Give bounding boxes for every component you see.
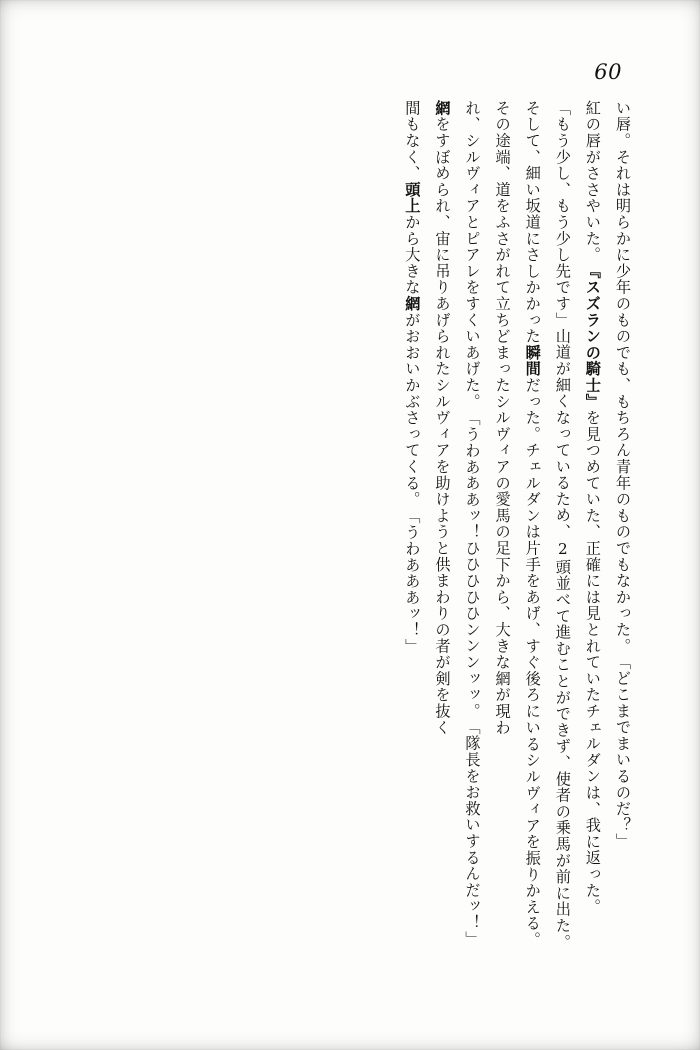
paragraph: 「どこまでまいるのだ？」 (614, 654, 632, 850)
paragraph: その途端、道をふさがれて立ちどまったシルヴィアの愛馬の足下から、大きな網が現わ (493, 100, 512, 736)
paragraph: 網をすぼめられ、宙に吊りあげられたシルヴィアを助けようと供まわりの者が剣を抜く (433, 100, 452, 736)
paragraph: 「うわあああッ！」 (403, 507, 422, 655)
paragraph: 間もなく、頭上から大きな網がおおいかぶさってくる。 (403, 100, 422, 508)
paragraph: れ、シルヴィアとピアレをすくいあげた。 (463, 100, 482, 410)
paragraph: 「もう少し、もう少し先です」 (553, 100, 572, 329)
paragraph: 紅の唇がささやいた。 (583, 100, 602, 263)
paragraph: 山道が細くなっているため、2頭並べて進むことができず、使者の乗馬が前に出た。 (553, 328, 572, 951)
paragraph: ひひひひひンンンッッ。 (463, 540, 482, 720)
body-text-column (60, 100, 638, 1008)
page-number: 60 (594, 60, 622, 84)
paragraph: い唇。それは明らかに少年のものでも、もちろん青年のものでもなかった。 (614, 100, 632, 655)
paragraph: るシルヴィアを振りかえる。 (523, 735, 542, 948)
paragraph: 「隊長をお救いするんだッ！」 (463, 719, 482, 948)
paragraph: そして、細い坂道にさしかかった瞬間だった。チェルダンは片手をあげ、すぐ後ろにい (523, 100, 542, 736)
paragraph: 「うわあああッ！ (463, 409, 482, 541)
paragraph: 『スズランの騎士』を見つめていた、正確には見とれていたチェルダンは、我に返った。 (583, 263, 602, 916)
